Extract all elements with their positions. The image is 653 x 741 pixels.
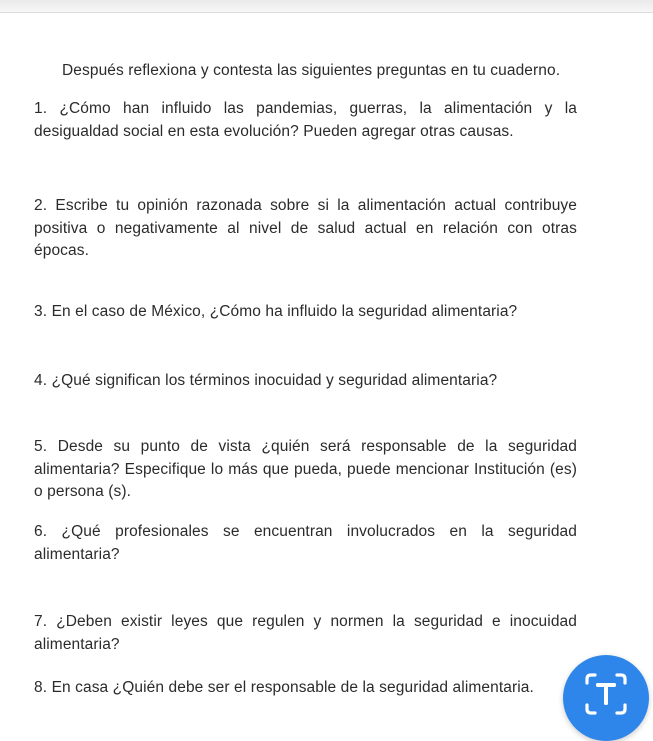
question-7 [34,611,577,656]
question-3 [34,301,577,324]
question-2 [34,195,577,263]
question-number: 7. [34,613,48,630]
question-6 [34,521,577,566]
question-4 [34,370,577,393]
question-text: ¿Cómo han influido las pandemias, guerras, la alimentación y la desigualdad social en esta evolución? Pueden agregar otras causas. [34,100,577,140]
intro-text: Después reflexiona y contesta las siguientes preguntas en tu cuaderno. [62,62,561,79]
question-text: Escribe tu opinión razonada sobre si la alimentación actual contribuye positiva o negativamente al nivel de salud actual en relación con otras épocas. [34,197,577,259]
question-1 [34,98,577,143]
question-number: 6. [34,523,48,540]
question-text: ¿Deben existir leyes que regulen y normen la seguridad e inocuidad alimentaria? [34,613,577,653]
question-5 [34,436,577,504]
question-text: En casa ¿Quién debe ser el responsable de la seguridad alimentaria. [51,679,534,696]
question-8 [34,677,577,700]
question-number: 3. [34,303,48,320]
text-translate-icon [583,671,629,717]
question-text: En el caso de México, ¿Cómo ha influido la seguridad alimentaria? [51,303,518,320]
question-number: 8. [34,679,48,696]
question-number: 1. [34,100,48,117]
question-number: 5. [34,438,48,455]
question-text: Desde su punto de vista ¿quién será responsable de la seguridad alimentaria? Especifique lo más que pueda, puede mencionar Institución (es) o persona (s). [34,438,577,500]
translate-button[interactable] [563,655,649,741]
question-text: ¿Qué significan los términos inocuidad y seguridad alimentaria? [51,372,498,389]
question-number: 4. [34,372,48,389]
question-text: ¿Qué profesionales se encuentran involucrados en la seguridad alimentaria? [34,523,577,563]
question-number: 2. [34,197,48,214]
